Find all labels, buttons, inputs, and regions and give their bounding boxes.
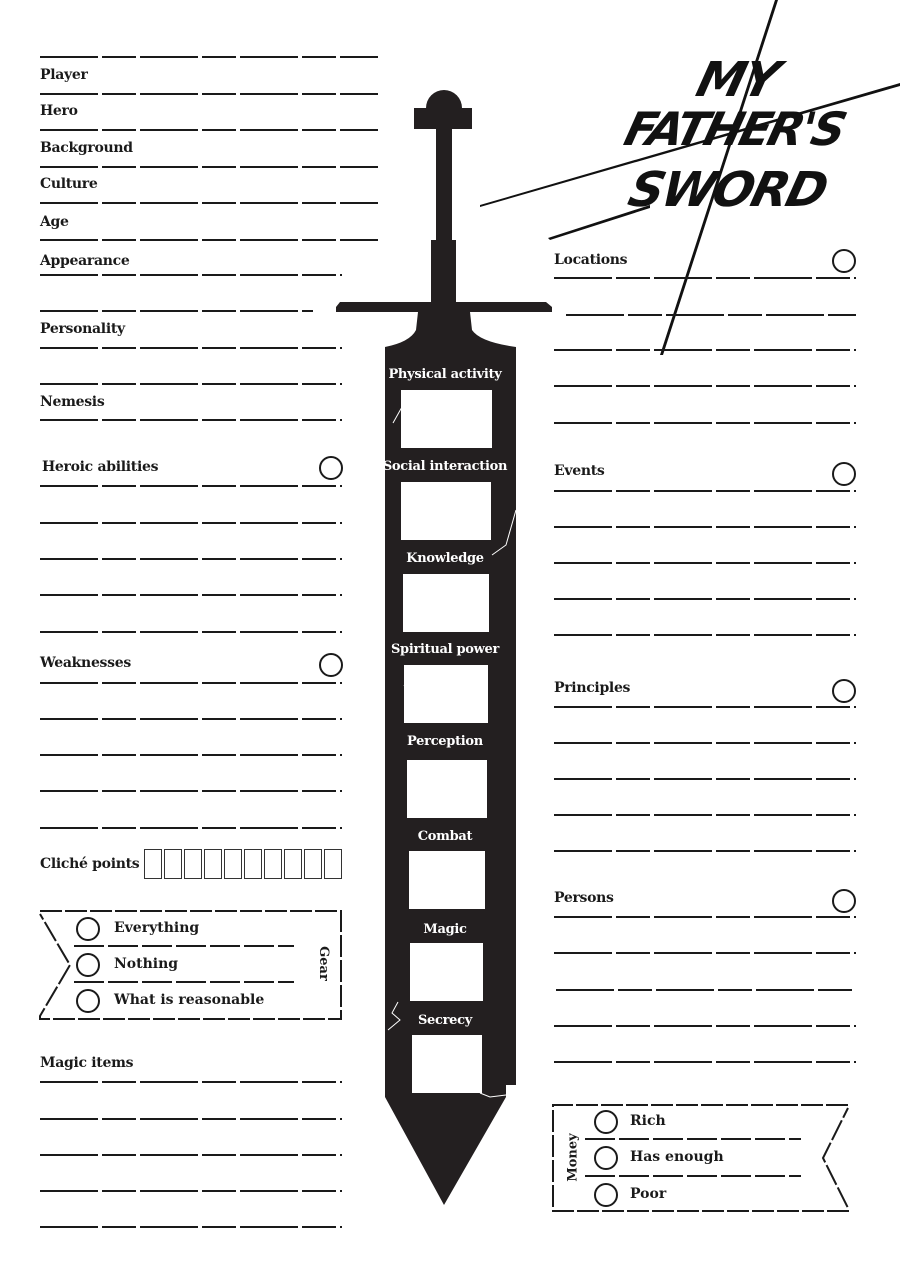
magic-items-rule-4 <box>40 1190 342 1192</box>
cliche-point-box-3[interactable] <box>184 849 202 879</box>
heroic-abilities-rule-1 <box>40 485 342 487</box>
age-label: Age <box>40 214 69 230</box>
magic-items-label: Magic items <box>40 1055 134 1071</box>
principles-label: Principles <box>554 680 631 696</box>
principles-rule-4 <box>554 814 856 816</box>
persons-rule-4 <box>554 1025 856 1027</box>
cliche-points-label: Cliché points <box>40 856 140 872</box>
heroic-abilities-rule-3 <box>40 558 342 560</box>
principles-field[interactable] <box>554 706 856 856</box>
magic-items-rule-5 <box>40 1226 342 1228</box>
principles-rule-2 <box>554 742 856 744</box>
money-title: Money <box>565 1133 581 1182</box>
title-line-my: MY <box>691 52 784 108</box>
skill-magic-label: Magic <box>423 922 467 937</box>
title-line-fathers: FATHER'S <box>619 102 850 156</box>
principles-rule-3 <box>554 778 856 780</box>
personality-rule-1 <box>40 347 342 349</box>
skill-social-interaction-box[interactable] <box>401 482 491 540</box>
events-label: Events <box>554 463 605 479</box>
principles-checkbox[interactable] <box>832 679 856 703</box>
money-rich-label: Rich <box>630 1113 666 1129</box>
events-rule-4 <box>554 598 856 600</box>
heroic-abilities-rule-2 <box>40 522 342 524</box>
skill-perception-label: Perception <box>407 734 483 749</box>
background-label: Background <box>40 140 133 156</box>
principles-rule-1 <box>554 706 856 708</box>
background-rule <box>40 166 378 168</box>
weaknesses-rule-1 <box>40 682 342 684</box>
magic-items-rule-2 <box>40 1118 342 1120</box>
personality-label: Personality <box>40 321 125 337</box>
money-poor-radio[interactable] <box>594 1183 618 1207</box>
skill-physical-activity-label: Physical activity <box>388 367 502 382</box>
heroic-abilities-rule-5 <box>40 631 342 633</box>
skill-spiritual-power-box[interactable] <box>404 665 488 723</box>
hero-label: Hero <box>40 103 78 119</box>
culture-label: Culture <box>40 176 98 192</box>
cliche-point-box-4[interactable] <box>204 849 222 879</box>
nemesis-field[interactable] <box>110 389 342 419</box>
events-rule-2 <box>554 526 856 528</box>
persons-field[interactable] <box>554 916 856 1066</box>
appearance-rule-1 <box>40 274 342 276</box>
money-rich-radio[interactable] <box>594 1110 618 1134</box>
skill-spiritual-power-label: Spiritual power <box>390 642 500 657</box>
locations-checkbox[interactable] <box>832 249 856 273</box>
weaknesses-rule-2 <box>40 718 342 720</box>
locations-label: Locations <box>554 252 628 268</box>
player-rule <box>40 93 378 95</box>
persons-rule-5 <box>554 1061 856 1063</box>
skill-social-interaction-label: Social interaction <box>382 459 508 474</box>
gear-nothing-label: Nothing <box>114 956 179 972</box>
skill-perception-box[interactable] <box>407 760 487 818</box>
skill-knowledge-box[interactable] <box>403 574 489 632</box>
magic-items-field[interactable] <box>40 1082 342 1232</box>
money-poor-label: Poor <box>630 1186 667 1202</box>
events-rule-5 <box>554 634 856 636</box>
gear-reasonable-label: What is reasonable <box>114 992 265 1008</box>
hero-rule <box>40 129 378 131</box>
sword-graphic <box>330 85 560 1210</box>
locations-rule-1 <box>554 277 856 279</box>
appearance-label: Appearance <box>40 253 130 269</box>
skill-combat-label: Combat <box>417 829 473 844</box>
heroic-abilities-label: Heroic abilities <box>42 459 159 475</box>
appearance-rule-2 <box>40 310 313 312</box>
skill-knowledge-label: Knowledge <box>406 551 484 566</box>
skill-secrecy-label: Secrecy <box>417 1013 473 1028</box>
gear-everything-radio[interactable] <box>76 917 100 941</box>
locations-rule-3 <box>554 349 856 351</box>
persons-checkbox[interactable] <box>832 889 856 913</box>
age-rule <box>40 239 378 241</box>
magic-items-rule-3 <box>40 1154 342 1156</box>
culture-rule <box>40 202 378 204</box>
persons-rule-3 <box>556 989 856 991</box>
cliche-point-box-9[interactable] <box>304 849 322 879</box>
cliche-point-box-6[interactable] <box>244 849 262 879</box>
skill-secrecy-box[interactable] <box>412 1035 482 1093</box>
weaknesses-field[interactable] <box>40 682 342 832</box>
events-checkbox[interactable] <box>832 462 856 486</box>
heroic-abilities-rule-4 <box>40 594 342 596</box>
heroic-abilities-field[interactable] <box>40 486 342 636</box>
cliche-point-box-2[interactable] <box>164 849 182 879</box>
money-has-enough-radio[interactable] <box>594 1146 618 1170</box>
locations-field[interactable] <box>554 278 856 428</box>
gear-reasonable-radio[interactable] <box>76 989 100 1013</box>
cliche-point-box-7[interactable] <box>264 849 282 879</box>
principles-rule-5 <box>554 850 856 852</box>
cliche-point-box-5[interactable] <box>224 849 242 879</box>
skill-magic-box[interactable] <box>410 943 483 1001</box>
events-rule-3 <box>554 562 856 564</box>
weaknesses-rule-5 <box>40 827 342 829</box>
events-rule-1 <box>554 490 856 492</box>
top-rule <box>40 56 378 58</box>
gear-title: Gear <box>315 946 331 981</box>
persons-rule-1 <box>554 916 856 918</box>
appearance-field[interactable] <box>40 248 342 312</box>
money-has-enough-label: Has enough <box>630 1149 724 1165</box>
money-banner <box>551 1102 851 1214</box>
gear-nothing-radio[interactable] <box>76 953 100 977</box>
skill-combat-box[interactable] <box>409 851 485 909</box>
magic-items-rule-1 <box>40 1081 342 1083</box>
gear-banner <box>38 908 344 1022</box>
cliche-point-box-8[interactable] <box>284 849 302 879</box>
persons-rule-2 <box>554 952 856 954</box>
weaknesses-rule-4 <box>40 790 342 792</box>
weaknesses-rule-3 <box>40 754 342 756</box>
nemesis-label: Nemesis <box>40 394 105 410</box>
locations-rule-4 <box>554 385 856 387</box>
gear-everything-label: Everything <box>114 920 200 936</box>
persons-label: Persons <box>554 890 614 906</box>
skill-physical-activity-box[interactable] <box>401 390 492 448</box>
personality-field[interactable] <box>40 316 342 384</box>
cliche-point-box-1[interactable] <box>144 849 162 879</box>
locations-rule-5 <box>554 422 856 424</box>
title-line-sword: SWORD <box>623 162 833 218</box>
locations-rule-2 <box>566 314 856 316</box>
player-label: Player <box>40 67 88 83</box>
personality-rule-2 <box>40 383 342 385</box>
nemesis-rule <box>40 419 342 421</box>
events-field[interactable] <box>554 490 856 640</box>
weaknesses-label: Weaknesses <box>40 655 131 671</box>
